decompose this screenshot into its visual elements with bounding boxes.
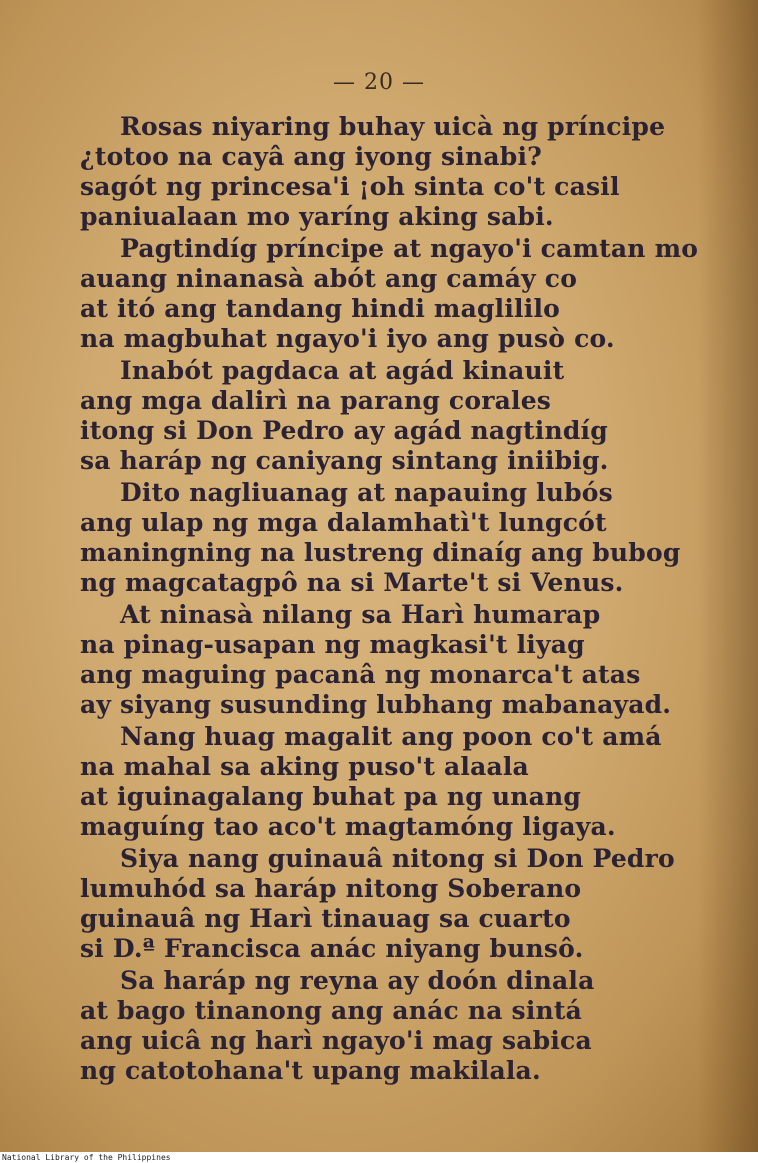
poem-line: Dito nagliuanag at napauing lubós (120, 478, 613, 507)
page-edge-shadow (698, 0, 758, 1152)
poem-line: maningning na lustreng dinaíg ang bubog (80, 538, 681, 567)
poem-line: Inabót pagdaca at agád kinauit (120, 356, 565, 385)
poem-line: ¿totoo na cayâ ang iyong sinabi? (80, 142, 542, 171)
poem-line: sa haráp ng caniyang sintang iniibig. (80, 446, 609, 475)
poem-line: Sa haráp ng reyna ay doón dinala (120, 966, 595, 995)
poem-line: na mahal sa aking puso't alaala (80, 752, 529, 781)
poem-line: auang ninanasà abót ang camáy co (80, 264, 578, 293)
poem-line: lumuhód sa haráp nitong Soberano (80, 874, 582, 903)
poem-line: maguíng tao aco't magtamóng ligaya. (80, 812, 616, 841)
poem-line: ang mga dalirì na parang corales (80, 386, 552, 415)
poem-line: at itó ang tandang hindi maglililo (80, 294, 561, 323)
poem-line: si D.ª Francisca anác niyang bunsô. (80, 934, 584, 963)
poem-line: paniualaan mo yaríng aking sabi. (80, 202, 554, 231)
poem-line: ang uicâ ng harì ngayo'i mag sabica (80, 1026, 592, 1055)
poem-line: Siya nang guinauâ nitong si Don Pedro (120, 844, 675, 873)
poem-line: at iguinagalang buhat pa ng unang (80, 782, 582, 811)
poem-line: Pagtindíg príncipe at ngayo'i camtan mo (120, 234, 699, 263)
library-credit: National Library of the Philippines (2, 1153, 171, 1162)
poem-line: na pinag-usapan ng magkasi't liyag (80, 630, 585, 659)
poem-line: guinauâ ng Harì tinauag sa cuarto (80, 904, 571, 933)
poem-line: ng catotohana't upang makilala. (80, 1056, 541, 1085)
poem-line: Rosas niyaring buhay uicà ng príncipe (120, 112, 666, 141)
poem-line: ay siyang susunding lubhang mabanayad. (80, 690, 672, 719)
poem-line: ng magcatagpô na si Marte't si Venus. (80, 568, 624, 597)
poem-line: na magbuhat ngayo'i iyo ang pusò co. (80, 324, 615, 353)
poem-line: ang ulap ng mga dalamhatì't lungcót (80, 508, 607, 537)
poem-line: ang maguing pacanâ ng monarca't atas (80, 660, 641, 689)
poem-line: itong si Don Pedro ay agád nagtindíg (80, 416, 608, 445)
footer-bar (0, 1152, 758, 1163)
poem-line: At ninasà nilang sa Harì humarap (120, 600, 601, 629)
page-number: — 20 — (333, 70, 425, 95)
poem-line: at bago tinanong ang anác na sintá (80, 996, 583, 1025)
poem-line: sagót ng princesa'i ¡oh sinta co't casil (80, 172, 620, 201)
poem-line: Nang huag magalit ang poon co't amá (120, 722, 662, 751)
